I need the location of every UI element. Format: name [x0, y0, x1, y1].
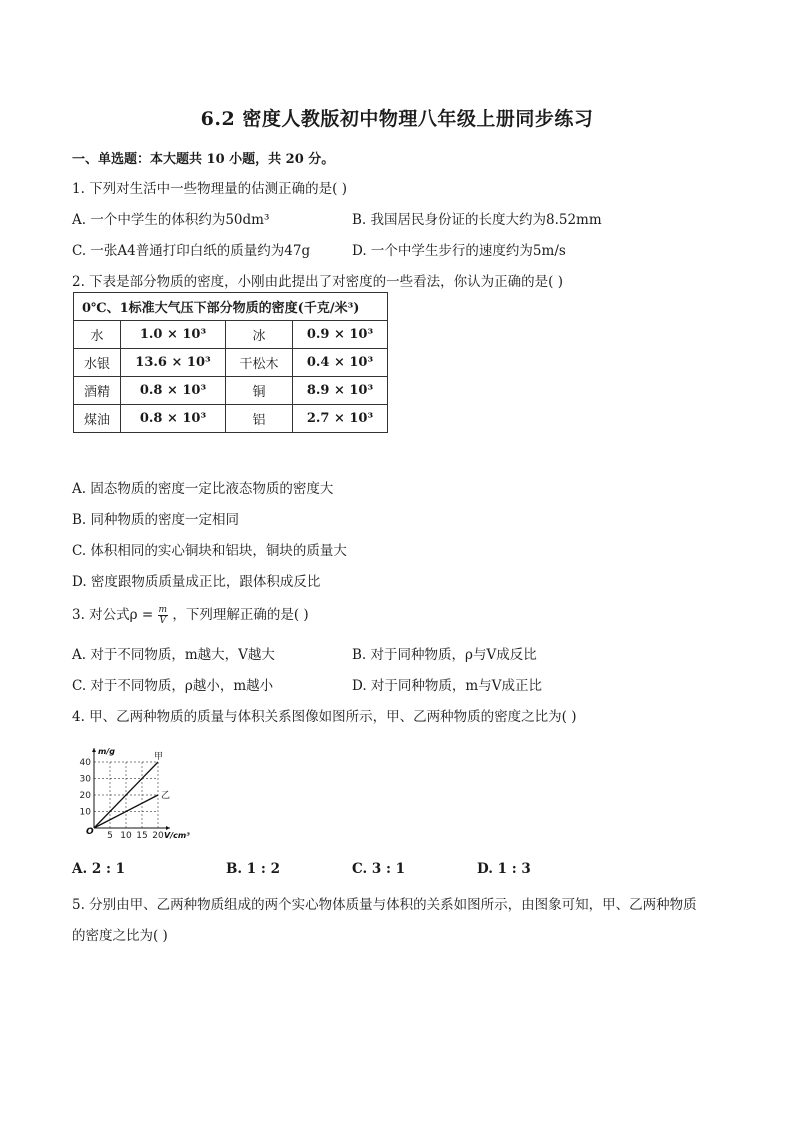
- table-row: [74, 377, 388, 405]
- density-table-header: 0℃、1标准大气压下部分物质的密度(千克/米³): [74, 293, 388, 321]
- y-tick-label: 40: [79, 758, 91, 768]
- table-cell: 干松木: [226, 349, 293, 377]
- q2-option-c: C. 体积相同的实心铜块和铝块，铜块的质量大: [72, 543, 347, 559]
- q2-option-d: D. 密度跟物质质量成正比，跟体积成反比: [72, 574, 321, 590]
- q3-stem-suffix: ，下列理解正确的是( ): [172, 607, 309, 623]
- q1-stem: 1. 下列对生活中一些物理量的估测正确的是( ): [72, 181, 347, 197]
- table-cell: 2.7 × 10³: [293, 405, 388, 433]
- q3-stem: [72, 603, 309, 626]
- table-cell: 8.9 × 10³: [293, 377, 388, 405]
- page-title: 6.2 密度人教版初中物理八年级上册同步练习: [200, 108, 594, 130]
- table-cell: 13.6 × 10³: [121, 349, 226, 377]
- x-tick-label: 5: [107, 831, 113, 840]
- table-cell: 铜: [226, 377, 293, 405]
- table-cell: 1.0 × 10³: [121, 321, 226, 349]
- series-label: 乙: [161, 791, 171, 801]
- table-row: [74, 405, 388, 433]
- table-cell: 煤油: [74, 405, 121, 433]
- q4-option-c: C. 3 : 1: [352, 861, 406, 877]
- q5-stem-line1: 5. 分别由甲、乙两种物质组成的两个实心物体质量与体积的关系如图所示，由图象可知，甲、乙两种物质: [72, 897, 697, 913]
- q5-stem-line2: 的密度之比为( ): [72, 928, 168, 944]
- q1-option-a: A. 一个中学生的体积约为50dm³: [72, 212, 270, 228]
- q4-stem: 4. 甲、乙两种物质的质量与体积关系图像如图所示，甲、乙两种物质的密度之比为( ): [72, 709, 577, 725]
- fraction-denominator: V: [159, 616, 167, 626]
- density-table: [73, 292, 388, 433]
- table-cell: 水银: [74, 349, 121, 377]
- fraction-numerator: m: [158, 605, 168, 615]
- x-tick-label: 15: [136, 831, 148, 840]
- q1-option-b: B. 我国居民身份证的长度大约为8.52mm: [352, 212, 602, 228]
- table-cell: 水: [74, 321, 121, 349]
- table-cell: 铝: [226, 405, 293, 433]
- table-cell: 0.8 × 10³: [121, 405, 226, 433]
- table-row: [74, 349, 388, 377]
- table-cell: 0.9 × 10³: [293, 321, 388, 349]
- x-axis-arrow: [166, 826, 170, 830]
- table-cell: 0.4 × 10³: [293, 349, 388, 377]
- table-row: [74, 321, 388, 349]
- q4-option-d: D. 1 : 3: [477, 861, 531, 877]
- x-tick-label: 10: [120, 831, 132, 840]
- x-axis-label: V/cm³: [164, 831, 190, 840]
- section-heading: 一、单选题：本大题共 10 小题，共 20 分。: [72, 152, 335, 167]
- density-formula-fraction: [158, 605, 169, 626]
- mass-volume-graph: [78, 740, 208, 840]
- x-tick-label: 20: [152, 831, 164, 840]
- q3-option-c: C. 对于不同物质，ρ越小，m越小: [72, 678, 274, 694]
- q2-option-b: B. 同种物质的密度一定相同: [72, 512, 240, 528]
- y-axis-arrow: [92, 748, 96, 752]
- q2-stem: 2. 下表是部分物质的密度，小刚由此提出了对密度的一些看法，你认为正确的是( ): [72, 274, 563, 290]
- q4-option-b: B. 1 : 2: [226, 861, 280, 877]
- y-axis-label: m/g: [98, 747, 115, 756]
- q3-option-b: B. 对于同种物质，ρ与V成反比: [352, 647, 537, 663]
- y-tick-label: 20: [79, 791, 91, 801]
- q2-option-a: A. 固态物质的密度一定比液态物质的密度大: [72, 481, 334, 497]
- q3-option-d: D. 对于同种物质，m与V成正比: [352, 678, 542, 694]
- y-tick-label: 10: [79, 807, 91, 818]
- y-tick-label: 30: [79, 774, 91, 785]
- table-cell: 冰: [226, 321, 293, 349]
- q4-option-a: A. 2 : 1: [72, 861, 126, 877]
- q1-option-d: D. 一个中学生步行的速度约为5m/s: [352, 243, 566, 259]
- q3-option-a: A. 对于不同物质，m越大，V越大: [72, 647, 275, 663]
- origin-label: O: [86, 827, 94, 837]
- q1-option-c: C. 一张A4普通打印白纸的质量约为47g: [72, 243, 311, 259]
- table-cell: 酒精: [74, 377, 121, 405]
- table-cell: 0.8 × 10³: [121, 377, 226, 405]
- q3-stem-prefix: 3. 对公式ρ =: [72, 607, 154, 623]
- series-label: 甲: [154, 752, 164, 762]
